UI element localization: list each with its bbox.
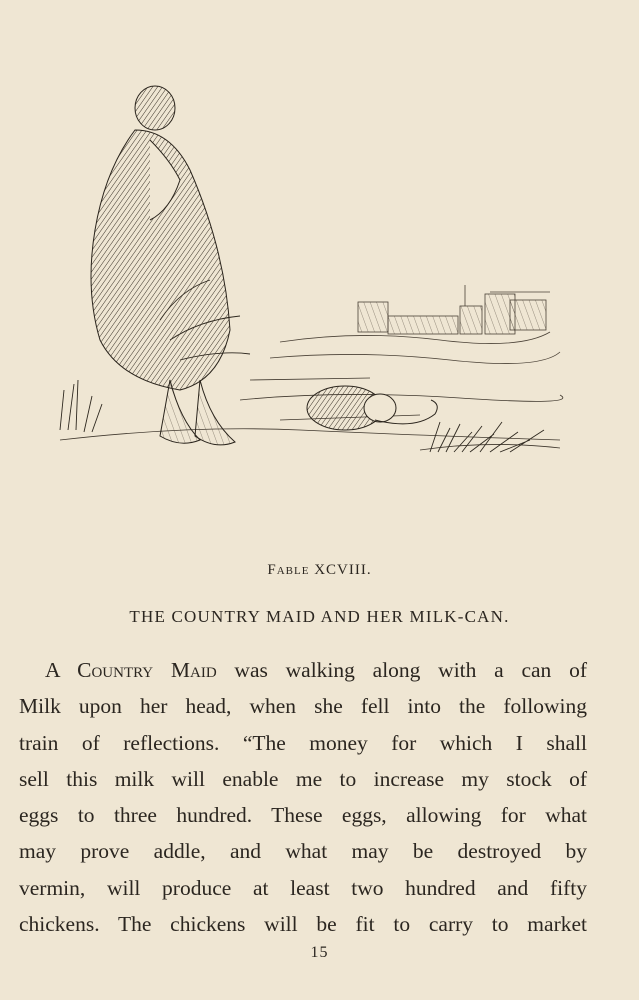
body-line: Milk upon her head, when she fell into the following — [19, 694, 587, 719]
body-line: vermin, will produce at least two hundred and fifty — [19, 875, 587, 900]
fable-number — [0, 562, 639, 579]
body-line: eggs to three hundred. These eggs, allowing for what — [19, 803, 587, 828]
maid-figure — [91, 86, 235, 445]
page-number: 15 — [310, 944, 329, 961]
body-line — [19, 652, 587, 688]
fable-label: Fable — [267, 562, 310, 578]
body-line: chickens. The chickens will be fit to carry to market — [19, 912, 587, 937]
fable-title: THE COUNTRY MAID AND HER MILK-CAN. — [129, 607, 510, 626]
body-line: sell this milk will enable me to increase my stock of — [19, 766, 587, 791]
distant-town — [270, 285, 560, 364]
body-line-text: was walking along with a can of — [234, 658, 587, 682]
body-line: train of reflections. “The money for which I shall — [19, 730, 587, 755]
fable-numeral: XCVIII. — [314, 562, 372, 578]
engraving-illustration — [40, 80, 570, 480]
opening-small-caps: A Country Maid — [45, 658, 217, 682]
body-line: may prove addle, and what may be destroyed by — [19, 839, 587, 864]
fable-body — [19, 652, 587, 942]
spilled-can — [307, 386, 437, 430]
